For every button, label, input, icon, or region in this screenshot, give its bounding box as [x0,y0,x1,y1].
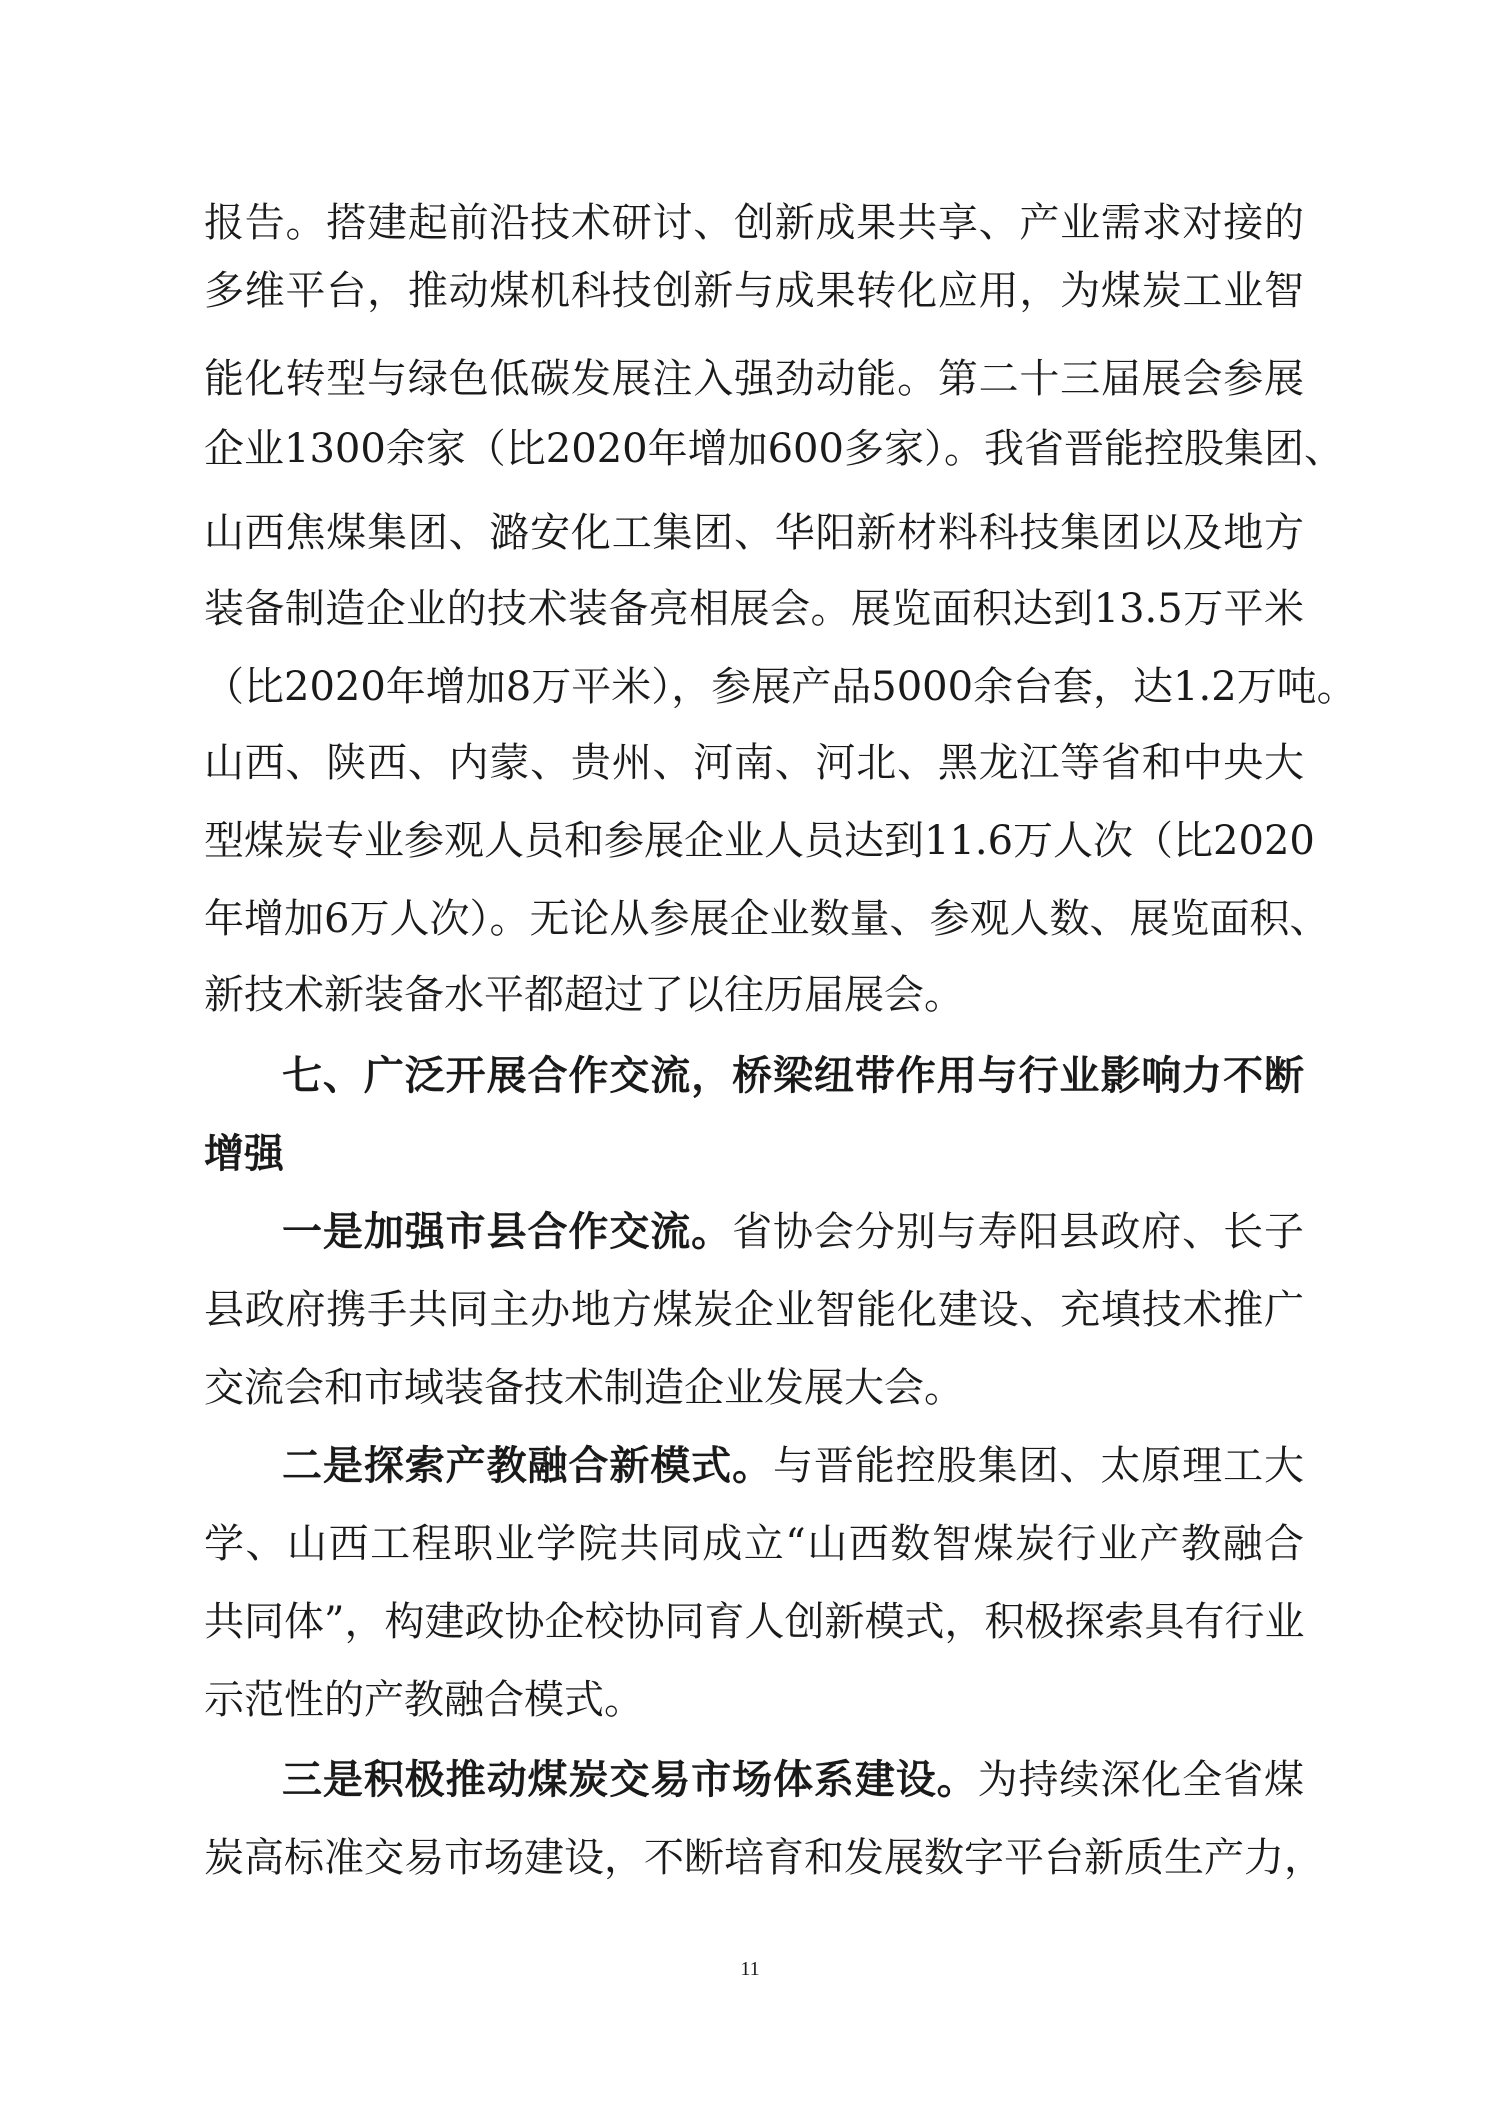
item-1-text: 省协会分别与寿阳县政府、长子 [732,1209,1305,1255]
paragraph-line: 报告。搭建起前沿技术研讨、创新成果共享、产业需求对接的 [204,200,1304,246]
item-2-text: 与晋能控股集团、太原理工大 [773,1443,1304,1489]
paragraph-line: 示范性的产教融合模式。 [204,1677,644,1723]
paragraph-line: 型煤炭专业参观人员和参展企业人员达到11.6万人次（比2020 [204,818,1315,864]
paragraph-line: 交流会和市域装备技术制造企业发展大会。 [204,1365,964,1411]
section-heading: 七、广泛开展合作交流，桥梁纽带作用与行业影响力不断 [282,1053,1304,1099]
paragraph-line: 装备制造企业的技术装备亮相展会。展览面积达到13.5万平米 [204,586,1304,632]
paragraph-line: 山西焦煤集团、潞安化工集团、华阳新材料科技集团以及地方 [204,510,1304,556]
paragraph-line: 学、山西工程职业学院共同成立“山西数智煤炭行业产教融合 [204,1521,1304,1567]
paragraph-line: 企业1300余家（比2020年增加600多家）。我省晋能控股集团、 [204,426,1344,472]
paragraph-line: 共同体”，构建政协企校协同育人创新模式，积极探索具有行业 [204,1599,1305,1645]
section-heading-continued: 增强 [204,1131,284,1177]
item-2-line [282,1433,1304,1499]
item-2-lead: 二是探索产教融合新模式。 [282,1442,773,1489]
paragraph-line: 能化转型与绿色低碳发展注入强劲动能。第二十三届展会参展 [204,356,1304,402]
item-1-lead: 一是加强市县合作交流。 [282,1208,733,1255]
paragraph-line: 县政府携手共同主办地方煤炭企业智能化建设、充填技术推广 [204,1287,1304,1333]
item-3-lead: 三是积极推动煤炭交易市场体系建设。 [282,1756,978,1803]
page-number: 11 [740,1958,760,1980]
item-1-line [282,1199,1304,1265]
paragraph-line: 新技术新装备水平都超过了以往历届展会。 [204,972,964,1018]
item-3-text: 为持续深化全省煤 [977,1757,1305,1803]
paragraph-line: （比2020年增加8万平米），参展产品5000余台套，达1.2万吨。 [204,664,1357,710]
item-3-line [282,1747,1304,1813]
paragraph-line: 年增加6万人次）。无论从参展企业数量、参观人数、展览面积、 [204,896,1330,942]
paragraph-line: 多维平台，推动煤机科技创新与成果转化应用，为煤炭工业智 [204,268,1304,314]
paragraph-line: 山西、陕西、内蒙、贵州、河南、河北、黑龙江等省和中央大 [204,740,1304,786]
paragraph-line: 炭高标准交易市场建设，不断培育和发展数字平台新质生产力， [204,1835,1324,1881]
